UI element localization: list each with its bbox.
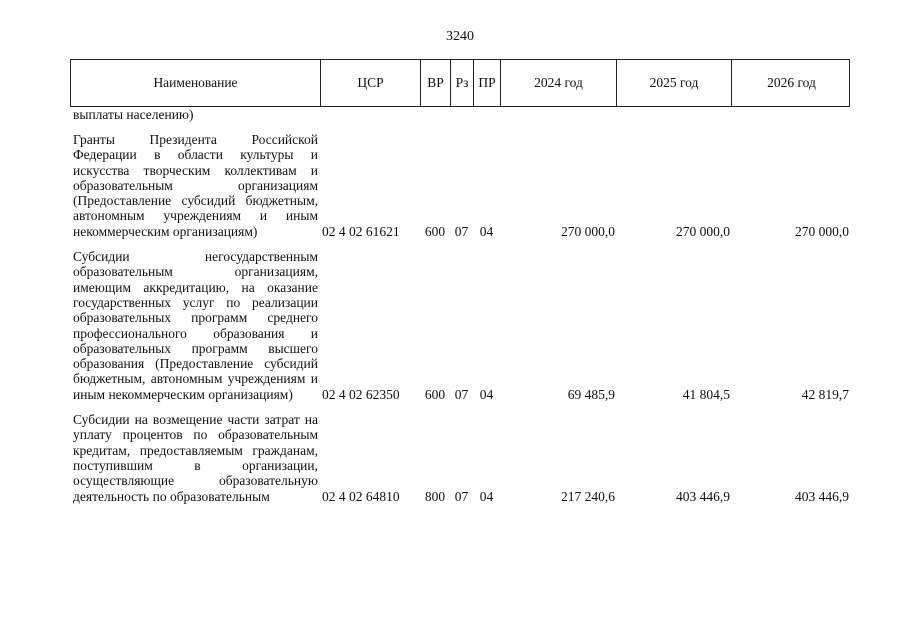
header-name: Наименование — [71, 60, 321, 106]
header-2026: 2026 год — [767, 75, 816, 90]
row-rz: 07 — [454, 386, 469, 402]
row-rz: 07 — [454, 223, 469, 239]
page-number: 3240 — [446, 29, 474, 44]
header-pr: ПР — [474, 60, 501, 106]
row-vr: 600 — [424, 223, 446, 239]
row-2025: 403 446,9 — [676, 488, 730, 504]
row-2024: 270 000,0 — [561, 223, 615, 239]
row-name: Субсидии на возмещение части затрат на уплату процентов по образовательным кредитам, предоставляемым гражданам, поступившим в организации, осуществляющие образовательную деятельность по образовательным — [73, 412, 318, 504]
header-rz: Рз — [451, 60, 474, 106]
header-2025: 2025 год — [617, 60, 732, 106]
row-2026: 403 446,9 — [795, 488, 849, 504]
row-pr: 04 — [479, 223, 494, 239]
table-row — [70, 412, 850, 504]
table-row — [70, 132, 850, 239]
row-rz: 07 — [454, 488, 469, 504]
budget-table — [70, 59, 850, 504]
table-row — [70, 249, 850, 402]
row-csr: 02 4 02 62350 — [322, 386, 400, 402]
row-2024: 217 240,6 — [561, 488, 615, 504]
row-2024: 69 485,9 — [567, 386, 615, 402]
row-2025: 41 804,5 — [682, 386, 730, 402]
row-vr: 600 — [424, 386, 446, 402]
header-vr: ВР — [421, 60, 451, 106]
row-2026: 42 819,7 — [801, 386, 849, 402]
row-csr: 02 4 02 64810 — [322, 488, 400, 504]
row-csr: 02 4 02 61621 — [322, 223, 400, 239]
row-2026: 270 000,0 — [795, 223, 849, 239]
row-name: Гранты Президента Российской Федерации в области культуры и искусства творческим коллективам и образовательным организациям (Предоставление субсидий бюджетным, автономным учреждениям и иным некоммерческим организациям) — [73, 132, 318, 239]
row-pr: 04 — [479, 488, 494, 504]
row-pr: 04 — [479, 386, 494, 402]
continuation-text: выплаты населению) — [73, 107, 194, 122]
header-2024: 2024 год — [501, 60, 617, 106]
row-name: Субсидии негосударственным образовательным организациям, имеющим аккредитацию, на оказание государственных услуг по реализации образовательных программ среднего профессионального образования и образовательных программ высшего образования (Предоставление субсидий бюджетным, автономным учреждениям и иным некоммерческим организациям) — [73, 249, 318, 402]
row-2025: 270 000,0 — [676, 223, 730, 239]
table-header — [70, 59, 850, 107]
row-vr: 800 — [424, 488, 446, 504]
header-csr: ЦСР — [321, 60, 421, 106]
